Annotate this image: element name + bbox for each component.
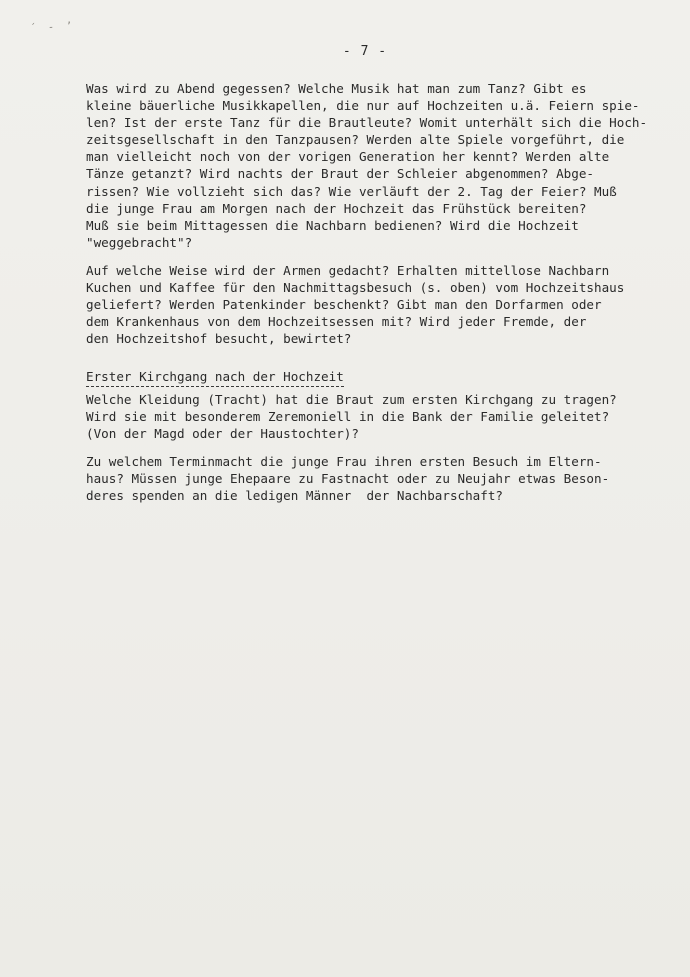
corner-marks: ´ - ʼ (29, 20, 76, 35)
section-heading: Erster Kirchgang nach der Hochzeit (86, 368, 344, 386)
text-line: rissen? Wie vollzieht sich das? Wie verläuft der 2. Tag der Feier? Muß (86, 183, 617, 199)
text-line: (Von der Magd oder der Haustochter)? (86, 425, 359, 441)
text-line: Zu welchem Terminmacht die junge Frau ihren ersten Besuch im Eltern- (86, 453, 602, 469)
page-number: - 7 - (342, 44, 388, 59)
text-line: len? Ist der erste Tanz für die Brautleute? Womit unterhält sich die Hoch- (86, 115, 648, 131)
text-line: kleine bäuerliche Musikkapellen, die nur auf Hochzeiten u.ä. Feiern spie- (86, 98, 640, 114)
document-body (86, 80, 648, 515)
paragraph-group-1 (86, 80, 648, 347)
text-line: Was wird zu Abend gegessen? Welche Musik hat man zum Tanz? Gibt es (86, 81, 587, 96)
paragraph (86, 80, 648, 251)
text-line: Muß sie beim Mittagessen die Nachbarn bedienen? Wird die Hochzeit (86, 217, 579, 233)
text-line: die junge Frau am Morgen nach der Hochzeit das Frühstück bereiten? (86, 200, 587, 216)
text-line: man vielleicht noch von der vorigen Generation her kennt? Werden alte (86, 149, 610, 165)
text-line: dem Krankenhaus von dem Hochzeitsessen mit? Wird jeder Fremde, der (86, 314, 587, 330)
text-line: Kuchen und Kaffee für den Nachmittagsbesuch (s. oben) vom Hochzeitshaus (86, 280, 625, 296)
text-line: zeitsgesellschaft in den Tanzpausen? Werden alte Spiele vorgeführt, die (86, 132, 625, 148)
text-line: deres spenden an die ledigen Männer der Nachbarschaft? (86, 487, 504, 503)
text-line: den Hochzeitshof besucht, bewirtet? (86, 331, 352, 347)
text-line: Auf welche Weise wird der Armen gedacht? Erhalten mittellose Nachbarn (86, 262, 610, 278)
text-line: Tänze getanzt? Wird nachts der Braut der Schleier abgenommen? Abge- (86, 166, 594, 182)
paragraph (86, 262, 626, 347)
paragraph (86, 391, 626, 442)
paragraph (86, 453, 626, 504)
text-line: Welche Kleidung (Tracht) hat die Braut zum ersten Kirchgang zu tragen? (86, 391, 617, 407)
paragraph-group-2 (86, 391, 626, 505)
text-line: Wird sie mit besonderem Zeremoniell in die Bank der Familie geleitet? (86, 408, 610, 424)
text-line: geliefert? Werden Patenkinder beschenkt? Gibt man den Dorfarmen oder (86, 297, 602, 313)
text-line: haus? Müssen junge Ehepaare zu Fastnacht oder zu Neujahr etwas Beson- (86, 470, 610, 486)
text-line: "weggebracht"? (86, 234, 193, 250)
